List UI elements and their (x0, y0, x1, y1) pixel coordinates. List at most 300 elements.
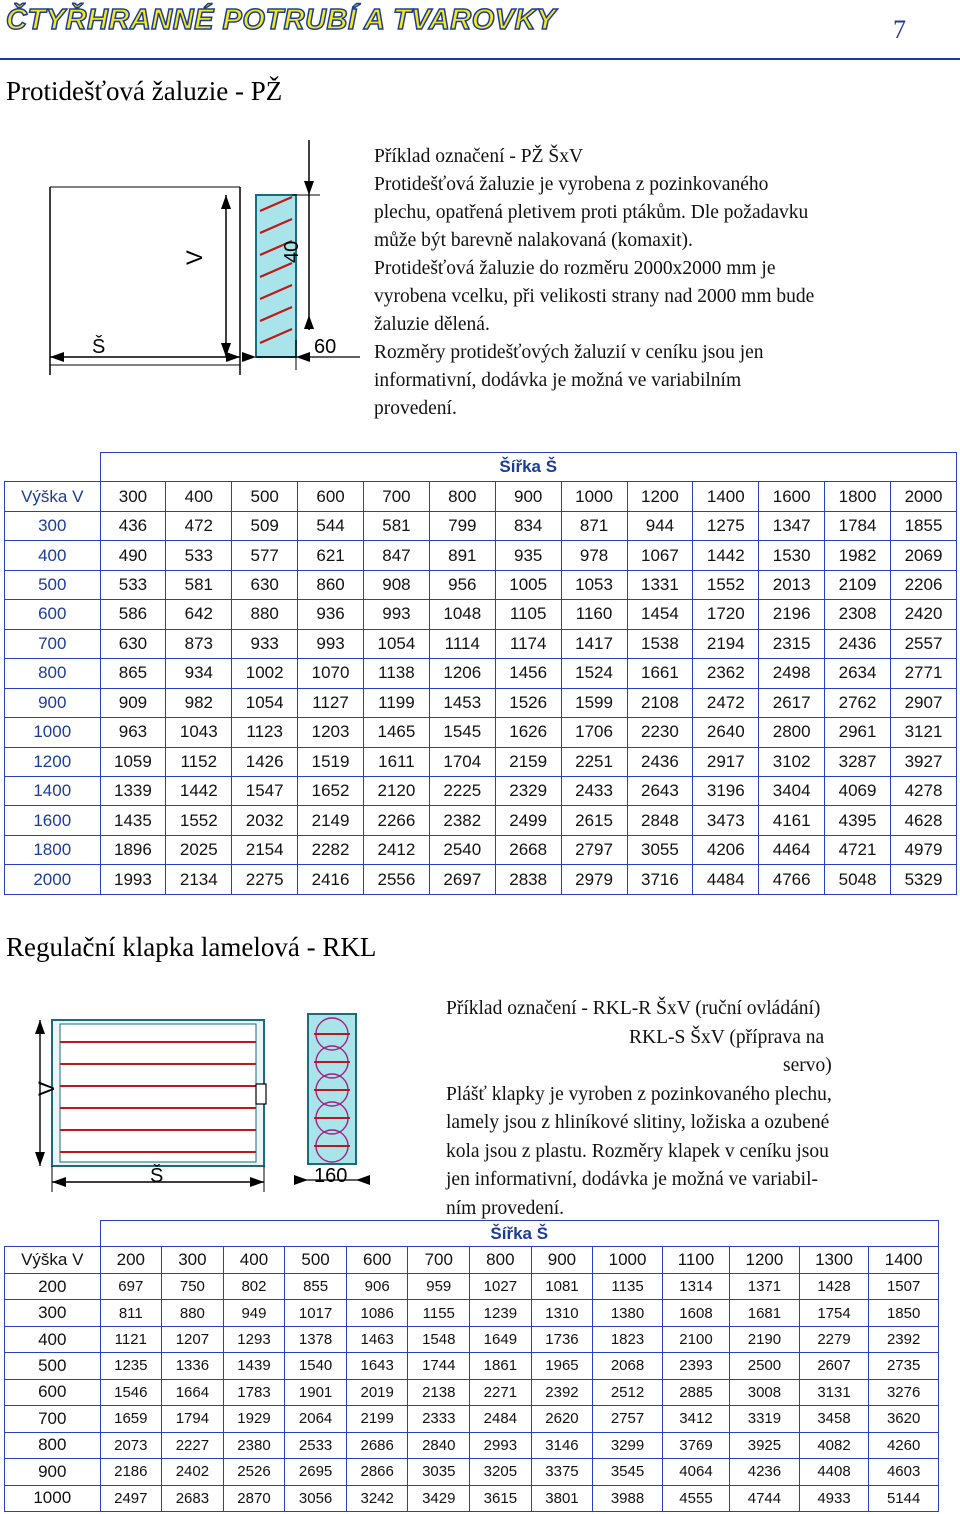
rkl-price-table (4, 1220, 939, 1512)
width-column-header: 400 (166, 482, 232, 511)
price-cell: 3473 (693, 806, 759, 835)
price-cell: 2206 (891, 570, 957, 599)
price-cell: 2416 (298, 865, 364, 895)
price-cell: 3276 (869, 1379, 939, 1405)
price-cell: 2917 (693, 747, 759, 776)
price-cell: 2870 (223, 1485, 285, 1511)
price-cell: 3988 (593, 1485, 663, 1511)
price-cell: 1314 (662, 1273, 729, 1299)
height-row-header: 500 (5, 570, 101, 599)
pz-desc-line: informativní, dodávka je možná ve variabilním (374, 370, 742, 391)
price-cell: 490 (100, 541, 166, 570)
price-cell: 630 (232, 570, 298, 599)
price-cell: 834 (495, 511, 561, 540)
width-column-header: 1400 (693, 482, 759, 511)
height-row-header: 1800 (5, 835, 101, 864)
width-column-header: 1600 (759, 482, 825, 511)
height-row-header: 1200 (5, 747, 101, 776)
price-cell: 2120 (364, 776, 430, 805)
price-cell: 1017 (285, 1300, 347, 1326)
rkl-desc-line: Plášť klapky je vyroben z pozinkovaného plechu, (446, 1083, 832, 1105)
price-cell: 2497 (100, 1485, 162, 1511)
price-cell: 2190 (730, 1326, 800, 1352)
price-cell: 2412 (364, 835, 430, 864)
price-cell: 2797 (561, 835, 627, 864)
price-cell: 2866 (346, 1459, 408, 1485)
price-cell: 1331 (627, 570, 693, 599)
width-column-header: 1200 (730, 1247, 800, 1273)
price-cell: 2271 (470, 1379, 532, 1405)
rkl-desc-line: jen informativní, dodávka je možná ve variabil- (446, 1169, 818, 1190)
price-cell: 4933 (799, 1485, 869, 1511)
corner-cell (5, 1221, 101, 1247)
price-cell: 1855 (891, 511, 957, 540)
price-cell: 697 (100, 1273, 162, 1299)
height-row-header: 1000 (5, 1485, 101, 1511)
rkl-desc-line: Příklad označení - RKL-R ŠxV (ruční ovládání) (446, 998, 821, 1019)
price-cell: 3121 (891, 718, 957, 747)
height-row-header: 800 (5, 1432, 101, 1458)
price-cell: 3299 (593, 1432, 663, 1458)
price-cell: 1442 (693, 541, 759, 570)
price-cell: 1160 (561, 600, 627, 629)
diagram-label-60: 60 (314, 336, 337, 358)
price-cell: 978 (561, 541, 627, 570)
height-row-header: 1400 (5, 776, 101, 805)
price-cell: 4464 (759, 835, 825, 864)
price-cell: 1435 (100, 806, 166, 835)
price-cell: 3620 (869, 1406, 939, 1432)
price-cell: 1275 (693, 511, 759, 540)
table-row (5, 835, 957, 864)
price-cell: 1336 (162, 1353, 224, 1379)
height-row-header: 400 (5, 1326, 101, 1352)
price-cell: 2735 (869, 1353, 939, 1379)
price-cell: 3035 (408, 1459, 470, 1485)
price-cell: 2540 (429, 835, 495, 864)
price-cell: 2382 (429, 806, 495, 835)
width-column-header: 600 (346, 1247, 408, 1273)
price-cell: 2420 (891, 600, 957, 629)
price-cell: 2498 (759, 659, 825, 688)
price-cell: 1207 (162, 1326, 224, 1352)
price-cell: 1649 (470, 1326, 532, 1352)
price-cell: 1053 (561, 570, 627, 599)
price-cell: 1720 (693, 600, 759, 629)
damper-diagram (30, 1012, 370, 1207)
width-header: Šířka Š (100, 453, 957, 482)
price-cell: 906 (346, 1273, 408, 1299)
price-cell: 2225 (429, 776, 495, 805)
price-cell: 2634 (825, 659, 891, 688)
header-divider (0, 58, 960, 60)
price-cell: 1239 (470, 1300, 532, 1326)
price-cell: 1794 (162, 1406, 224, 1432)
height-row-header: 200 (5, 1273, 101, 1299)
price-cell: 3429 (408, 1485, 470, 1511)
price-cell: 4161 (759, 806, 825, 835)
pz-desc-line: provedení. (374, 398, 457, 419)
price-cell: 1463 (346, 1326, 408, 1352)
height-row-header: 800 (5, 659, 101, 688)
price-cell: 1043 (166, 718, 232, 747)
price-cell: 2757 (593, 1406, 663, 1432)
rkl-desc-line: RKL-S ŠxV (příprava na (629, 1026, 825, 1048)
section-title-rkl: Regulační klapka lamelová - RKL (6, 932, 377, 962)
price-cell: 1293 (223, 1326, 285, 1352)
price-cell: 2149 (298, 806, 364, 835)
price-cell: 2315 (759, 629, 825, 658)
price-cell: 2308 (825, 600, 891, 629)
price-cell: 642 (166, 600, 232, 629)
price-cell: 4555 (662, 1485, 729, 1511)
price-cell: 2640 (693, 718, 759, 747)
price-cell: 4744 (730, 1485, 800, 1511)
price-cell: 577 (232, 541, 298, 570)
price-cell: 1552 (693, 570, 759, 599)
price-cell: 2199 (346, 1406, 408, 1432)
price-cell: 1442 (166, 776, 232, 805)
price-cell: 2620 (531, 1406, 593, 1432)
price-cell: 4082 (799, 1432, 869, 1458)
height-row-header: 1600 (5, 806, 101, 835)
price-cell: 1608 (662, 1300, 729, 1326)
price-cell: 2154 (232, 835, 298, 864)
price-cell: 1652 (298, 776, 364, 805)
price-cell: 1706 (561, 718, 627, 747)
pz-desc-line: Protidešťová žaluzie do rozměru 2000x2000 mm je (374, 258, 776, 279)
price-cell: 1371 (730, 1273, 800, 1299)
table-row (5, 1273, 939, 1299)
price-cell: 2196 (759, 600, 825, 629)
price-cell: 2433 (561, 776, 627, 805)
price-cell: 1754 (799, 1300, 869, 1326)
table-row (5, 1326, 939, 1352)
price-cell: 1896 (100, 835, 166, 864)
price-cell: 3056 (285, 1485, 347, 1511)
price-cell: 4603 (869, 1459, 939, 1485)
price-cell: 2436 (627, 747, 693, 776)
price-cell: 935 (495, 541, 561, 570)
louvre-diagram (30, 135, 360, 375)
price-cell: 1121 (100, 1326, 162, 1352)
price-cell: 933 (232, 629, 298, 658)
pz-desc-line: žaluzie dělená. (374, 314, 490, 335)
price-cell: 2392 (531, 1379, 593, 1405)
price-cell: 3196 (693, 776, 759, 805)
price-cell: 1659 (100, 1406, 162, 1432)
price-cell: 1643 (346, 1353, 408, 1379)
price-cell: 509 (232, 511, 298, 540)
price-cell: 909 (100, 688, 166, 717)
price-cell: 2073 (100, 1432, 162, 1458)
price-cell: 1439 (223, 1353, 285, 1379)
price-cell: 3319 (730, 1406, 800, 1432)
price-cell: 4069 (825, 776, 891, 805)
price-cell: 1380 (593, 1300, 663, 1326)
price-cell: 4628 (891, 806, 957, 835)
price-cell: 2134 (166, 865, 232, 895)
price-cell: 811 (100, 1300, 162, 1326)
width-column-header: 700 (364, 482, 430, 511)
header-title: ČTYŘHRANNÉ POTRUBÍ A TVAROVKY (6, 4, 556, 36)
price-cell: 1199 (364, 688, 430, 717)
price-cell: 1206 (429, 659, 495, 688)
price-cell: 1339 (100, 776, 166, 805)
page-number: 7 (893, 15, 906, 44)
section-title-pz: Protidešťová žaluzie - PŽ (6, 76, 283, 106)
price-cell: 2484 (470, 1406, 532, 1432)
price-cell: 3458 (799, 1406, 869, 1432)
price-cell: 3242 (346, 1485, 408, 1511)
table-row (5, 1432, 939, 1458)
table-row (5, 541, 957, 570)
price-cell: 1347 (759, 511, 825, 540)
price-cell: 5048 (825, 865, 891, 895)
price-cell: 871 (561, 511, 627, 540)
price-cell: 2557 (891, 629, 957, 658)
price-cell: 993 (364, 600, 430, 629)
price-cell: 865 (100, 659, 166, 688)
price-cell: 949 (223, 1300, 285, 1326)
price-cell: 1507 (869, 1273, 939, 1299)
price-cell: 934 (166, 659, 232, 688)
price-cell: 3375 (531, 1459, 593, 1485)
price-cell: 4260 (869, 1432, 939, 1458)
price-cell: 1453 (429, 688, 495, 717)
price-cell: 3545 (593, 1459, 663, 1485)
price-cell: 3102 (759, 747, 825, 776)
price-cell: 4979 (891, 835, 957, 864)
price-cell: 855 (285, 1273, 347, 1299)
price-cell: 2472 (693, 688, 759, 717)
width-column-header: 300 (162, 1247, 224, 1273)
price-cell: 2064 (285, 1406, 347, 1432)
price-cell: 2993 (470, 1432, 532, 1458)
height-row-header: 600 (5, 600, 101, 629)
price-cell: 2227 (162, 1432, 224, 1458)
price-cell: 1552 (166, 806, 232, 835)
width-column-header: 500 (232, 482, 298, 511)
price-cell: 908 (364, 570, 430, 599)
price-cell: 3008 (730, 1379, 800, 1405)
price-cell: 1850 (869, 1300, 939, 1326)
price-cell: 2402 (162, 1459, 224, 1485)
pz-desc-line: plechu, opatřená pletivem proti ptákům. Dle požadavku (374, 202, 809, 223)
price-cell: 2436 (825, 629, 891, 658)
height-row-header: 700 (5, 629, 101, 658)
price-cell: 2668 (495, 835, 561, 864)
price-cell: 1784 (825, 511, 891, 540)
price-cell: 3615 (470, 1485, 532, 1511)
height-row-header: 1000 (5, 718, 101, 747)
price-cell: 2686 (346, 1432, 408, 1458)
height-header: Výška V (5, 482, 101, 511)
price-cell: 1664 (162, 1379, 224, 1405)
table-row (5, 1406, 939, 1432)
price-cell: 3146 (531, 1432, 593, 1458)
price-cell: 3716 (627, 865, 693, 895)
width-header: Šířka Š (100, 1221, 939, 1247)
damper-label-s: Š (150, 1165, 164, 1187)
table-row (5, 1353, 939, 1379)
rkl-desc-line: ním provedení. (446, 1197, 565, 1219)
pz-desc-line: Protidešťová žaluzie je vyrobena z pozinkovaného (374, 174, 769, 195)
height-header: Výška V (5, 1247, 101, 1273)
price-cell: 581 (166, 570, 232, 599)
price-cell: 3205 (470, 1459, 532, 1485)
height-row-header: 2000 (5, 865, 101, 895)
pz-desc-line: Rozměry protidešťových žaluzií v ceníku jsou jen (374, 342, 764, 363)
height-row-header: 600 (5, 1379, 101, 1405)
price-cell: 1704 (429, 747, 495, 776)
price-cell: 4206 (693, 835, 759, 864)
height-row-header: 900 (5, 688, 101, 717)
width-column-header: 200 (100, 1247, 162, 1273)
price-cell: 1114 (429, 629, 495, 658)
price-cell: 2683 (162, 1485, 224, 1511)
price-cell: 1545 (429, 718, 495, 747)
price-cell: 1538 (627, 629, 693, 658)
price-cell: 956 (429, 570, 495, 599)
price-cell: 1127 (298, 688, 364, 717)
damper-label-160: 160 (314, 1165, 348, 1187)
price-cell: 799 (429, 511, 495, 540)
price-cell: 621 (298, 541, 364, 570)
price-cell: 4278 (891, 776, 957, 805)
price-cell: 880 (162, 1300, 224, 1326)
price-cell: 1123 (232, 718, 298, 747)
width-column-header: 300 (100, 482, 166, 511)
price-cell: 1783 (223, 1379, 285, 1405)
table-row (5, 688, 957, 717)
price-cell: 2068 (593, 1353, 663, 1379)
price-cell: 1823 (593, 1326, 663, 1352)
price-cell: 1626 (495, 718, 561, 747)
price-cell: 2194 (693, 629, 759, 658)
price-cell: 1138 (364, 659, 430, 688)
price-cell: 5144 (869, 1485, 939, 1511)
price-cell: 1235 (100, 1353, 162, 1379)
price-cell: 1993 (100, 865, 166, 895)
price-cell: 2840 (408, 1432, 470, 1458)
price-cell: 2013 (759, 570, 825, 599)
corner-cell (5, 453, 101, 482)
height-row-header: 500 (5, 1353, 101, 1379)
table-row (5, 570, 957, 599)
table-row (5, 1485, 939, 1511)
price-cell: 1054 (364, 629, 430, 658)
price-cell: 2251 (561, 747, 627, 776)
damper-label-v: V (34, 1081, 59, 1096)
price-cell: 4766 (759, 865, 825, 895)
price-cell: 1524 (561, 659, 627, 688)
table-row (5, 511, 957, 540)
price-cell: 4236 (730, 1459, 800, 1485)
price-cell: 2393 (662, 1353, 729, 1379)
table-row (5, 1459, 939, 1485)
price-cell: 2617 (759, 688, 825, 717)
table-row (5, 1379, 939, 1405)
height-row-header: 400 (5, 541, 101, 570)
price-cell: 1929 (223, 1406, 285, 1432)
price-cell: 2800 (759, 718, 825, 747)
price-cell: 2556 (364, 865, 430, 895)
price-cell: 1661 (627, 659, 693, 688)
price-cell: 472 (166, 511, 232, 540)
width-column-header: 1400 (869, 1247, 939, 1273)
price-cell: 1086 (346, 1300, 408, 1326)
price-cell: 2512 (593, 1379, 663, 1405)
price-cell: 2100 (662, 1326, 729, 1352)
price-cell: 1048 (429, 600, 495, 629)
price-cell: 1599 (561, 688, 627, 717)
price-cell: 936 (298, 600, 364, 629)
price-cell: 1081 (531, 1273, 593, 1299)
price-cell: 1736 (531, 1326, 593, 1352)
price-cell: 944 (627, 511, 693, 540)
width-column-header: 900 (531, 1247, 593, 1273)
price-cell: 436 (100, 511, 166, 540)
price-cell: 1861 (470, 1353, 532, 1379)
price-cell: 1426 (232, 747, 298, 776)
price-cell: 1310 (531, 1300, 593, 1326)
price-cell: 3927 (891, 747, 957, 776)
price-cell: 1540 (285, 1353, 347, 1379)
price-cell: 1744 (408, 1353, 470, 1379)
price-cell: 750 (162, 1273, 224, 1299)
price-cell: 2282 (298, 835, 364, 864)
rkl-desc-line: lamely jsou z hliníkové slitiny, ložiska a ozubené (446, 1112, 830, 1133)
rkl-desc-line: servo) (783, 1055, 832, 1076)
price-cell: 2329 (495, 776, 561, 805)
width-column-header: 2000 (891, 482, 957, 511)
price-cell: 1982 (825, 541, 891, 570)
pz-desc-line: vyrobena vcelku, při velikosti strany nad 2000 mm bude (374, 286, 815, 307)
price-cell: 2032 (232, 806, 298, 835)
table-row (5, 865, 957, 895)
table-row (5, 629, 957, 658)
price-cell: 3925 (730, 1432, 800, 1458)
price-cell: 2380 (223, 1432, 285, 1458)
price-cell: 2762 (825, 688, 891, 717)
price-cell: 2907 (891, 688, 957, 717)
price-cell: 1027 (470, 1273, 532, 1299)
price-cell: 544 (298, 511, 364, 540)
width-column-header: 1100 (662, 1247, 729, 1273)
price-cell: 2615 (561, 806, 627, 835)
price-cell: 982 (166, 688, 232, 717)
price-cell: 2019 (346, 1379, 408, 1405)
price-cell: 1547 (232, 776, 298, 805)
price-cell: 2333 (408, 1406, 470, 1432)
price-cell: 3055 (627, 835, 693, 864)
price-cell: 2533 (285, 1432, 347, 1458)
height-row-header: 300 (5, 1300, 101, 1326)
price-cell: 1135 (593, 1273, 663, 1299)
table-row (5, 600, 957, 629)
price-cell: 1378 (285, 1326, 347, 1352)
price-cell: 1546 (100, 1379, 162, 1405)
price-cell: 4064 (662, 1459, 729, 1485)
price-cell: 2186 (100, 1459, 162, 1485)
price-cell: 1152 (166, 747, 232, 776)
price-cell: 5329 (891, 865, 957, 895)
price-cell: 1155 (408, 1300, 470, 1326)
price-cell: 1526 (495, 688, 561, 717)
width-column-header: 800 (470, 1247, 532, 1273)
width-column-header: 600 (298, 482, 364, 511)
